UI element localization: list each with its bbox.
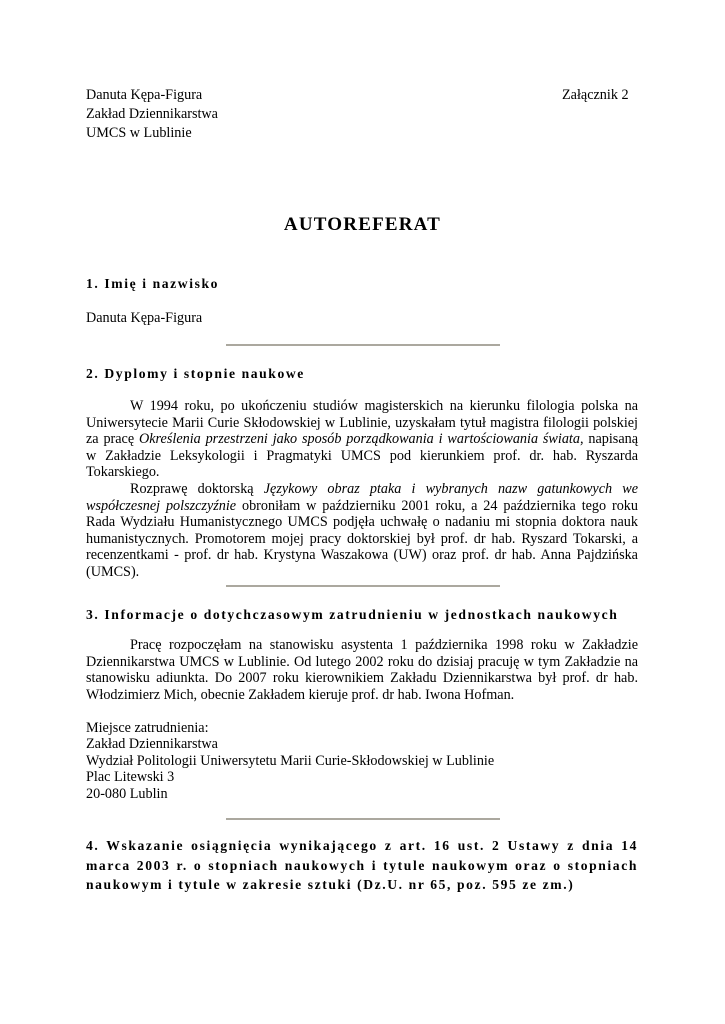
author-university: UMCS w Lublinie — [86, 125, 192, 141]
document-title: AUTOREFERAT — [283, 214, 442, 235]
workplace-line: Wydział Politologii Uniwersytetu Marii Curie-Skłodowskiej w Lublinie — [86, 752, 495, 769]
divider — [226, 585, 500, 587]
annex-label: Załącznik 2 — [562, 87, 629, 103]
section2-p2-text-end: obroniłam w październiku 2001 roku, a 24 października tego roku Rada Wydziału Humanistycznego UMCS podjęła uchwałę o nadaniu mi stopnia doktora nauk humanistycznych. Promotorem mojej pracy doktorskiej był prof. dr hab. Ryszard Tokarski, a recenzentkami - prof. dr hab. Krystyna Waszakowa (UW) oraz prof. dr hab. Anna Pajdzińska (UMCS). — [86, 497, 638, 580]
section2-p1-text-end: , napisaną w Zakładzie Leksykologii i Pragmatyki UMCS pod kierunkiem prof. dr. hab. Ryszarda Tokarskiego. — [86, 431, 639, 481]
section3-p1-text: Pracę rozpoczęłam na stanowisku asystenta 1 października 1998 roku w Zakładzie Dziennikarstwa UMCS w Lublinie. Od lutego 2002 roku do dzisiaj pracuję w tym Zakładzie na stanowisku adiunkta. Do 2007 roku kierownikiem Zakładu Dziennikarstwa był prof. dr hab. Włodzimierz Mich, obecnie Zakładem kieruje prof. dr hab. Iwona Hofman. — [86, 637, 638, 703]
section2-p1-text: W 1994 roku, po ukończeniu studiów magisterskich na kierunku filologia polska na Uniwersytecie Marii Curie Skłodowskiej w Lublinie, uzyskałam tytuł magistra filologii polskiej za pracę — [86, 398, 638, 448]
workplace-line: 20-080 Lublin — [86, 785, 168, 802]
section4-heading: 4. Wskazanie osiągnięcia wynikającego z art. 16 ust. 2 Ustawy z dnia 14 marca 2003 r. o stopniach naukowych i tytule naukowym oraz o stopniach naukowym i tytule w zakresie sztuki (Dz.U. nr 65, poz. 595 ze zm.) — [86, 838, 638, 892]
section1-heading: 1. Imię i nazwisko — [86, 276, 220, 291]
section1-name: Danuta Kępa-Figura — [86, 310, 203, 326]
section2-p1-title: Określenia przestrzeni jako sposób porządkowania i wartościowania świata — [139, 431, 580, 448]
divider — [226, 344, 500, 346]
section2-heading: 2. Dyplomy i stopnie naukowe — [86, 366, 305, 381]
section2-p2-title: Językowy obraz ptaka i wybranych nazw gatunkowych we współczesnej polszczyźnie — [86, 480, 639, 514]
workplace-address — [86, 720, 638, 802]
section3-heading: 3. Informacje o dotychczasowym zatrudnieniu w jednostkach naukowych — [86, 607, 619, 622]
section3-paragraph — [86, 637, 638, 703]
workplace-line: Plac Litewski 3 — [86, 769, 175, 786]
section2-p2-text: Rozprawę doktorską — [130, 480, 264, 497]
author-block — [86, 86, 218, 143]
section2-paragraph — [86, 398, 638, 581]
author-name: Danuta Kępa-Figura — [86, 87, 203, 103]
divider — [226, 818, 500, 820]
author-department: Zakład Dziennikarstwa — [86, 106, 218, 122]
workplace-line: Zakład Dziennikarstwa — [86, 736, 218, 753]
workplace-label: Miejsce zatrudnienia: — [86, 720, 209, 736]
